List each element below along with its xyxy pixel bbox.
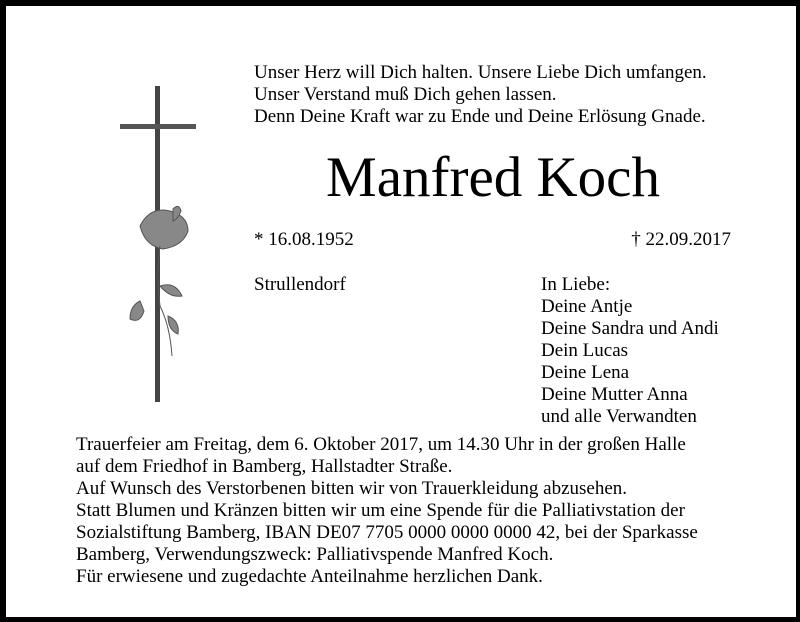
poem-line: Denn Deine Kraft war zu Ende und Deine Erlösung Gnade.: [254, 106, 706, 127]
family-line: Deine Mutter Anna: [541, 384, 688, 405]
notice-line: auf dem Friedhof in Bamberg, Hallstadter Straße.: [76, 456, 453, 477]
death-date: † 22.09.2017: [631, 229, 731, 250]
family-line: Deine Lena: [541, 362, 630, 383]
deceased-name: Manfred Koch: [326, 146, 660, 209]
poem-line: Unser Herz will Dich halten. Unsere Liebe Dich umfangen.: [254, 62, 707, 83]
birth-date: * 16.08.1952: [254, 229, 354, 250]
cross-with-rose-icon: [110, 86, 210, 406]
funeral-notice: [76, 434, 698, 588]
notice-line: Trauerfeier am Freitag, dem 6. Oktober 2017, um 14.30 Uhr in der großen Halle: [76, 434, 686, 455]
place: Strullendorf: [254, 274, 346, 295]
notice-line: Für erwiesene und zugedachte Anteilnahme herzlichen Dank.: [76, 566, 543, 587]
family-line: Deine Sandra und Andi: [541, 318, 719, 339]
family-line: In Liebe:: [541, 274, 611, 295]
notice-line: Statt Blumen und Kränzen bitten wir um eine Spende für die Palliativstation der: [76, 500, 685, 521]
family-list: [541, 274, 719, 428]
notice-line: Sozialstiftung Bamberg, IBAN DE07 7705 0000 0000 0000 42, bei der Sparkasse: [76, 522, 698, 543]
poem-line: Unser Verstand muß Dich gehen lassen.: [254, 84, 557, 105]
family-line: Deine Antje: [541, 296, 633, 317]
family-line: und alle Verwandten: [541, 406, 697, 427]
notice-line: Auf Wunsch des Verstorbenen bitten wir von Trauerkleidung abzusehen.: [76, 478, 628, 499]
poem: [254, 62, 707, 128]
family-line: Dein Lucas: [541, 340, 629, 361]
notice-line: Bamberg, Verwendungszweck: Palliativspende Manfred Koch.: [76, 544, 554, 565]
